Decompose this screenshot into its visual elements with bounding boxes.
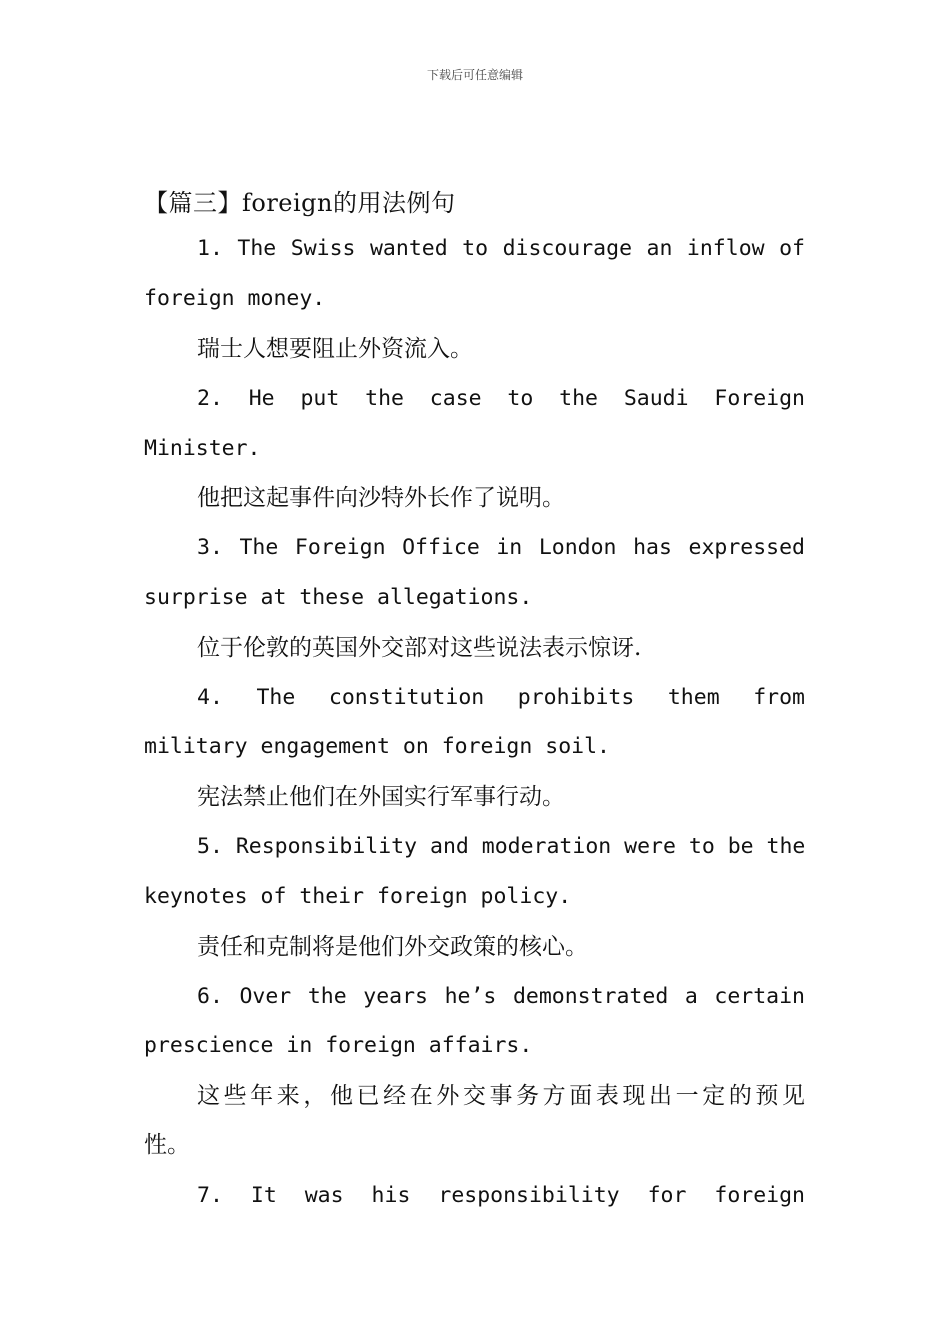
example-1-english-line-1: 1. The Swiss wanted to discourage an inflow of: [197, 236, 805, 261]
example-3-chinese: 位于伦敦的英国外交部对这些说法表示惊讶.: [197, 635, 642, 661]
example-4-english-line-1: 4. The constitution prohibits them from: [197, 685, 805, 710]
example-2-english-line-1: 2. He put the case to the Saudi Foreign: [197, 386, 805, 411]
example-2-english-line-2: Minister.: [144, 436, 261, 461]
section-title: 【篇三】foreign的用法例句: [144, 189, 456, 217]
example-3-english-line-2: surprise at these allegations.: [144, 585, 533, 610]
example-6-chinese-line-1: 这些年来，他已经在外交事务方面表现出一定的预见: [197, 1083, 805, 1109]
example-2-chinese: 他把这起事件向沙特外长作了说明。: [197, 485, 565, 511]
example-5-chinese: 责任和克制将是他们外交政策的核心。: [197, 934, 588, 960]
example-5-english-line-1: 5. Responsibility and moderation were to be the: [197, 834, 806, 859]
example-6-english-line-2: prescience in foreign affairs.: [144, 1033, 533, 1058]
example-4-chinese: 宪法禁止他们在外国实行军事行动。: [197, 784, 565, 810]
example-7-english-line-1: 7. It was his responsibility for foreign: [197, 1183, 805, 1208]
example-3-english-line-1: 3. The Foreign Office in London has expressed: [197, 535, 805, 560]
example-1-english-line-2: foreign money.: [144, 286, 326, 311]
example-4-english-line-2: military engagement on foreign soil.: [144, 734, 610, 759]
example-1-chinese: 瑞士人想要阻止外资流入。: [197, 336, 473, 362]
page-header: 下载后可任意编辑: [426, 68, 523, 82]
example-6-english-line-1: 6. Over the years he’s demonstrated a certain: [197, 984, 805, 1009]
example-5-english-line-2: keynotes of their foreign policy.: [144, 884, 572, 909]
example-6-chinese-line-2: 性。: [144, 1132, 190, 1158]
